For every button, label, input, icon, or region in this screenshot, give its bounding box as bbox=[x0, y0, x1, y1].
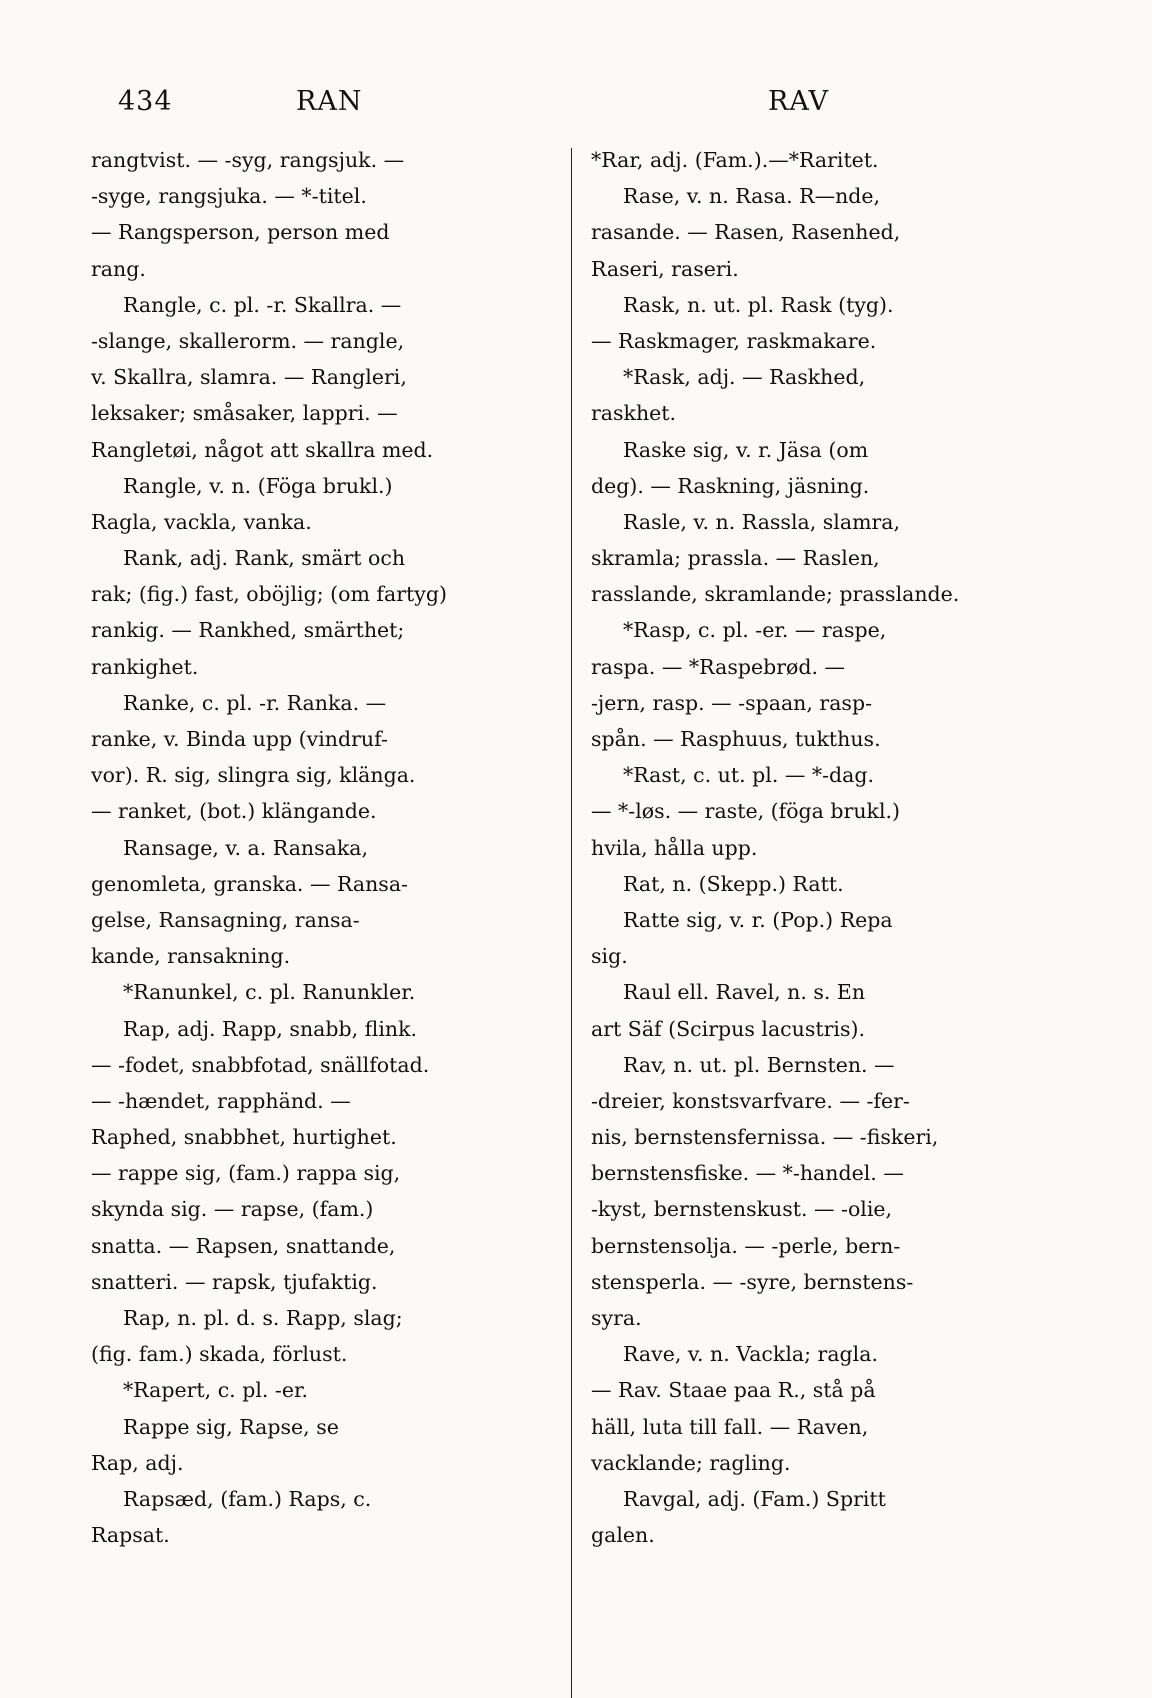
dictionary-line: galen. bbox=[591, 1523, 655, 1548]
dictionary-line: — Rangsperson, person med bbox=[91, 220, 390, 245]
dictionary-line: raspa. — *Raspebrød. — bbox=[591, 654, 846, 679]
dictionary-line: Raske sig, v. r. Jäsa (om bbox=[623, 437, 869, 462]
dictionary-line: Raul ell. Ravel, n. s. En bbox=[623, 980, 866, 1005]
dictionary-line: *Rask, adj. — Raskhed, bbox=[623, 365, 866, 390]
dictionary-line: Rasle, v. n. Rassla, slamra, bbox=[623, 509, 901, 534]
dictionary-line: Raseri, raseri. bbox=[591, 256, 739, 281]
dictionary-line: Rat, n. (Skepp.) Ratt. bbox=[623, 871, 844, 896]
right-guide-word: RAV bbox=[768, 86, 829, 117]
dictionary-line: skynda sig. — rapse, (fam.) bbox=[91, 1197, 374, 1222]
dictionary-line: rang. bbox=[91, 256, 146, 281]
dictionary-line: rak; (fig.) fast, oböjlig; (om fartyg) bbox=[91, 582, 447, 607]
dictionary-line: Rave, v. n. Vackla; ragla. bbox=[623, 1342, 878, 1367]
dictionary-line: Rap, adj. bbox=[91, 1450, 184, 1475]
dictionary-line: rasslande, skramlande; prasslande. bbox=[591, 582, 960, 607]
dictionary-line: vor). R. sig, slingra sig, klänga. bbox=[91, 763, 416, 788]
dictionary-line: Rap, adj. Rapp, snabb, flink. bbox=[123, 1016, 418, 1041]
page-header bbox=[0, 86, 1152, 126]
dictionary-line: — Rav. Staae paa R., stå på bbox=[591, 1378, 876, 1403]
dictionary-line: rangtvist. — -syg, rangsjuk. — bbox=[91, 148, 405, 172]
dictionary-line: *Ranunkel, c. pl. Ranunkler. bbox=[123, 980, 416, 1005]
dictionary-line: raskhet. bbox=[591, 401, 677, 426]
dictionary-line: — ranket, (bot.) klängande. bbox=[91, 799, 377, 824]
column-divider bbox=[571, 148, 572, 1698]
dictionary-line: *Rar, adj. (Fam.).—*Raritet. bbox=[591, 148, 879, 172]
dictionary-line: — -hændet, rapphänd. — bbox=[91, 1088, 351, 1113]
dictionary-line: Rappe sig, Rapse, se bbox=[123, 1414, 339, 1439]
dictionary-line: syra. bbox=[591, 1306, 642, 1330]
dictionary-line: rasande. — Rasen, Rasenhed, bbox=[591, 220, 901, 245]
dictionary-line: bernstensfiske. — *-handel. — bbox=[591, 1161, 904, 1186]
dictionary-line: skramla; prassla. — Raslen, bbox=[591, 546, 880, 571]
dictionary-line: -syge, rangsjuka. — *-titel. bbox=[91, 184, 367, 209]
dictionary-line: Ransage, v. a. Ransaka, bbox=[123, 835, 369, 860]
dictionary-line: Ranke, c. pl. -r. Ranka. — bbox=[123, 690, 387, 715]
page-number: 434 bbox=[118, 86, 173, 117]
dictionary-line: art Säf (Scirpus lacustris). bbox=[591, 1016, 865, 1041]
dictionary-line: — -fodet, snabbfotad, snällfotad. bbox=[91, 1052, 430, 1077]
dictionary-line: ranke, v. Binda upp (vindruf- bbox=[91, 727, 388, 751]
dictionary-line: -kyst, bernstenskust. — -olie, bbox=[591, 1197, 893, 1222]
dictionary-line: Rap, n. pl. d. s. Rapp, slag; bbox=[123, 1306, 403, 1330]
dictionary-line: hvila, hålla upp. bbox=[591, 835, 758, 860]
dictionary-line: nis, bernstensfernissa. — -fiskeri, bbox=[591, 1125, 939, 1150]
dictionary-line: kande, ransakning. bbox=[91, 944, 291, 969]
left-column bbox=[91, 142, 561, 1553]
dictionary-line: sig. bbox=[591, 944, 628, 969]
dictionary-line: Rapsæd, (fam.) Raps, c. bbox=[123, 1486, 372, 1511]
dictionary-line: gelse, Ransagning, ransa- bbox=[91, 907, 360, 932]
dictionary-line: Rapsat. bbox=[91, 1523, 170, 1548]
dictionary-line: Rask, n. ut. pl. Rask (tyg). bbox=[623, 292, 894, 317]
dictionary-line: Rase, v. n. Rasa. R—nde, bbox=[623, 184, 881, 209]
right-column bbox=[591, 142, 1071, 1553]
dictionary-line: Rangletøi, något att skallra med. bbox=[91, 437, 434, 462]
dictionary-line: stensperla. — -syre, bernstens- bbox=[591, 1269, 914, 1294]
dictionary-line: — rappe sig, (fam.) rappa sig, bbox=[91, 1161, 401, 1186]
dictionary-line: *Rapert, c. pl. -er. bbox=[123, 1378, 309, 1403]
dictionary-line: häll, luta till fall. — Raven, bbox=[591, 1414, 869, 1439]
dictionary-line: — *-løs. — raste, (föga brukl.) bbox=[591, 799, 901, 824]
dictionary-line: Ratte sig, v. r. (Pop.) Repa bbox=[623, 907, 893, 932]
dictionary-line: *Rasp, c. pl. -er. — raspe, bbox=[623, 618, 887, 643]
dictionary-line: Rank, adj. Rank, smärt och bbox=[123, 546, 406, 571]
dictionary-line: *Rast, c. ut. pl. — *-dag. bbox=[623, 763, 875, 788]
dictionary-line: spån. — Rasphuus, tukthus. bbox=[591, 727, 881, 751]
dictionary-line: vacklande; ragling. bbox=[591, 1450, 791, 1475]
dictionary-line: — Raskmager, raskmakare. bbox=[591, 328, 877, 353]
dictionary-line: leksaker; småsaker, lappri. — bbox=[91, 401, 398, 426]
dictionary-line: snatteri. — rapsk, tjufaktig. bbox=[91, 1269, 378, 1294]
dictionary-line: Raphed, snabbhet, hurtighet. bbox=[91, 1125, 397, 1150]
dictionary-line: deg). — Raskning, jäsning. bbox=[591, 473, 870, 498]
dictionary-line: bernstensolja. — -perle, bern- bbox=[591, 1233, 901, 1258]
dictionary-line: Rangle, v. n. (Föga brukl.) bbox=[123, 473, 393, 498]
dictionary-line: -slange, skallerorm. — rangle, bbox=[91, 328, 405, 353]
dictionary-line: genomleta, granska. — Ransa- bbox=[91, 871, 408, 896]
left-guide-word: RAN bbox=[296, 86, 363, 117]
dictionary-line: v. Skallra, slamra. — Rangleri, bbox=[91, 365, 407, 390]
dictionary-line: rankig. — Rankhed, smärthet; bbox=[91, 618, 405, 643]
dictionary-line: Rav, n. ut. pl. Bernsten. — bbox=[623, 1052, 895, 1077]
dictionary-line: snatta. — Rapsen, snattande, bbox=[91, 1233, 396, 1258]
dictionary-line: (fig. fam.) skada, förlust. bbox=[91, 1342, 348, 1367]
dictionary-line: -dreier, konstsvarfvare. — -fer- bbox=[591, 1088, 910, 1113]
dictionary-line: -jern, rasp. — -spaan, rasp- bbox=[591, 690, 873, 715]
dictionary-line: rankighet. bbox=[91, 654, 199, 679]
dictionary-line: Rangle, c. pl. -r. Skallra. — bbox=[123, 292, 402, 317]
dictionary-line: Ragla, vackla, vanka. bbox=[91, 509, 312, 534]
dictionary-line: Ravgal, adj. (Fam.) Spritt bbox=[623, 1486, 886, 1511]
